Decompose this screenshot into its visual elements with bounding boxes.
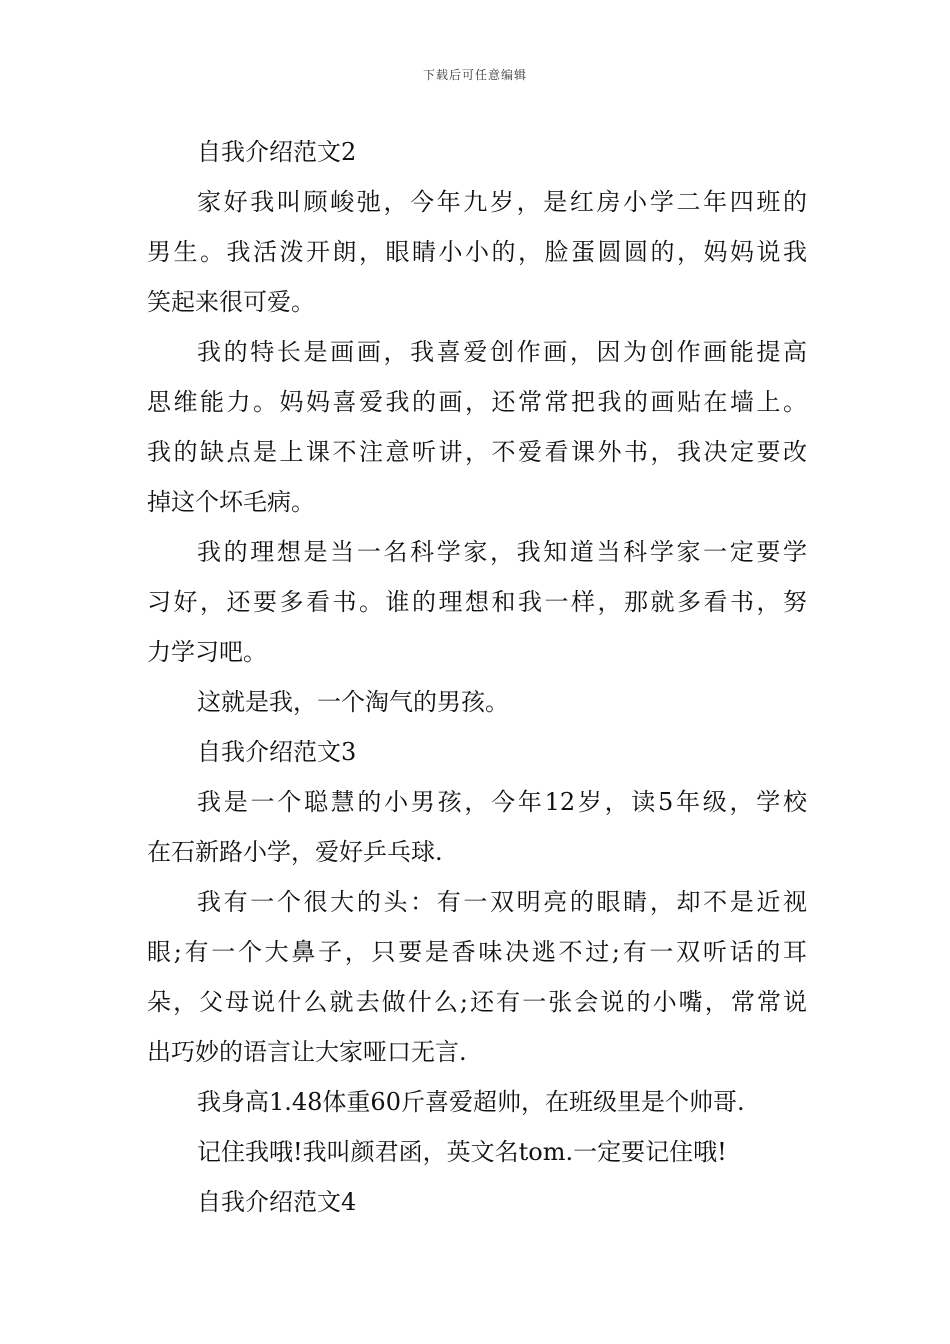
text-line: 我的理想是当一名科学家，我知道当科学家一定要学 [197,538,807,566]
section-heading-2: 自我介绍范文2 [197,138,357,166]
text-line: 朵，父母说什么就去做什么;还有一张会说的小嘴，常常说 [147,988,807,1016]
text-line: 我身高1.48体重60斤喜爱超帅，在班级里是个帅哥. [197,1088,745,1116]
text-line: 习好，还要多看书。谁的理想和我一样，那就多看书，努 [147,588,807,616]
text-line: 在石新路小学，爱好乒乓球. [147,838,443,866]
text-line: 出巧妙的语言让大家哑口无言. [147,1038,467,1066]
text-line: 掉这个坏毛病。 [147,488,315,516]
document-body [147,127,807,1227]
text-line: 这就是我，一个淘气的男孩。 [197,688,509,716]
text-line: 思维能力。妈妈喜爱我的画，还常常把我的画贴在墙上。 [147,388,807,416]
text-line: 笑起来很可爱。 [147,288,315,316]
text-line: 家好我叫顾峻弛，今年九岁，是红房小学二年四班的 [197,188,807,216]
page-header-note: 下载后可任意编辑 [422,68,527,82]
text-line: 我的特长是画画，我喜爱创作画，因为创作画能提高 [197,338,807,366]
section-heading-4: 自我介绍范文4 [197,1188,357,1216]
text-line: 男生。我活泼开朗，眼睛小小的，脸蛋圆圆的，妈妈说我 [147,238,807,266]
text-line: 我是一个聪慧的小男孩，今年12岁，读5年级，学校 [197,788,807,816]
text-line: 记住我哦!我叫颜君函，英文名tom.一定要记住哦! [197,1138,727,1166]
text-line: 我的缺点是上课不注意听讲，不爱看课外书，我决定要改 [147,438,807,466]
text-line: 我有一个很大的头：有一双明亮的眼睛，却不是近视 [197,888,807,916]
text-line: 力学习吧。 [147,638,267,666]
text-line: 眼;有一个大鼻子，只要是香味决逃不过;有一双听话的耳 [147,938,807,966]
section-heading-3: 自我介绍范文3 [197,738,357,766]
